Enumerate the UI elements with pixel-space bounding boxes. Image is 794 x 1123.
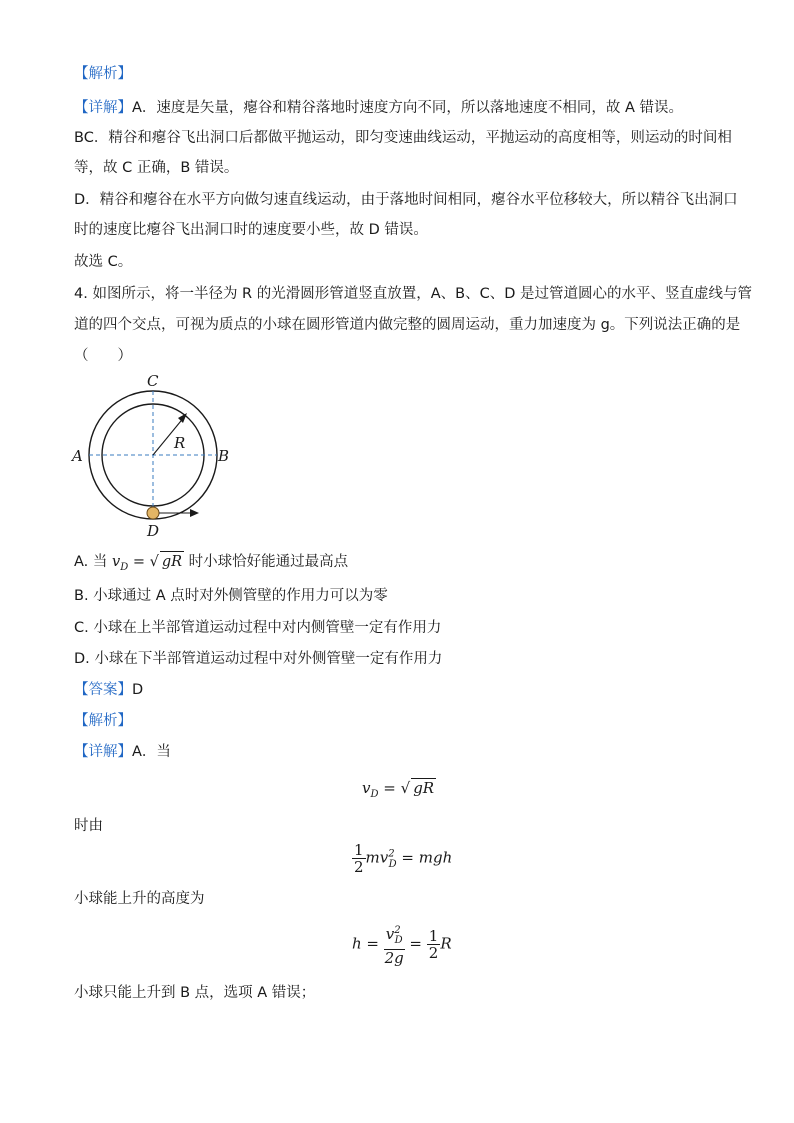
analysis-tag: 【解析】 bbox=[74, 66, 132, 82]
label-d: D bbox=[147, 522, 160, 540]
choose-line: 故选 C。 bbox=[74, 254, 133, 270]
eq3-mid: = bbox=[404, 934, 427, 953]
answer-tag: 【答案】 bbox=[74, 682, 132, 698]
detail-line-d-2: 时的速度比瘪谷飞出洞口时的速度要小些，故 D 错误。 bbox=[74, 222, 428, 238]
when-text: 时由 bbox=[74, 818, 103, 834]
rise-text: 小球能上升的高度为 bbox=[74, 891, 205, 907]
question-stem-2: 道的四个交点，可视为质点的小球在圆形管道内做完整的圆周运动，重力加速度为 g。下列说法正确的是 bbox=[74, 317, 741, 333]
label-r: R bbox=[174, 434, 186, 452]
label-c: C bbox=[147, 372, 159, 390]
eq2-den: 2 bbox=[354, 858, 364, 876]
ball bbox=[147, 507, 159, 519]
option-b[interactable]: B. 小球通过 A 点时对外侧管壁的作用力可以为零 bbox=[74, 588, 388, 604]
detail-line-bc-2: 等，故 C 正确，B 错误。 bbox=[74, 160, 239, 176]
eq3-num-v: v bbox=[385, 925, 395, 943]
eq2-body: mv bbox=[365, 848, 389, 867]
answer-analysis-heading bbox=[74, 711, 132, 731]
eq3-num-sup: 2 bbox=[394, 925, 401, 936]
option-a-suffix: 时小球恰好能通过最高点 bbox=[188, 554, 349, 570]
eq1-v: v bbox=[362, 779, 371, 797]
eq3-num-sub: D bbox=[394, 935, 403, 946]
option-a-v: v bbox=[112, 554, 121, 570]
radius-arrowhead bbox=[178, 413, 187, 423]
eq2-sub: D bbox=[388, 858, 397, 870]
option-a[interactable] bbox=[74, 551, 348, 578]
conclusion-text: 小球只能上升到 B 点，选项 A 错误； bbox=[74, 985, 316, 1001]
option-a-sub: D bbox=[120, 561, 129, 573]
answer-analysis-tag: 【解析】 bbox=[74, 713, 132, 729]
answer-line bbox=[74, 680, 143, 700]
eq2-fraction bbox=[352, 842, 366, 875]
question-stem-1: 4. 如图所示，将一半径为 R 的光滑圆形管道竖直放置，A、B、C、D 是过管道圆心的水平、竖直虚线与管 bbox=[74, 286, 752, 302]
analysis-heading bbox=[74, 64, 132, 84]
option-a-prefix: A. 当 bbox=[74, 554, 108, 570]
eq1-mid: = bbox=[378, 779, 401, 797]
eq2-num: 1 bbox=[354, 841, 364, 859]
eq3-r: R bbox=[440, 934, 452, 953]
detail-tag: 【详解】 bbox=[74, 100, 132, 116]
option-a-eq: = bbox=[128, 554, 150, 570]
eq1-root-sign: √ bbox=[400, 779, 411, 797]
eq3-fraction-1 bbox=[384, 923, 405, 966]
eq1-sub: D bbox=[370, 789, 379, 800]
detail-line-a bbox=[74, 98, 683, 118]
answer-detail-tag: 【详解】 bbox=[74, 744, 132, 760]
detail-line-bc-1: BC．精谷和瘪谷飞出洞口后都做平抛运动，即匀变速曲线运动，平抛运动的高度相等，则运动的时间相 bbox=[74, 130, 732, 146]
eq1-root: gR bbox=[413, 779, 435, 797]
detail-text-a: A．速度是矢量，瘪谷和精谷落地时速度方向不同，所以落地速度不相同，故 A 错误。 bbox=[132, 100, 684, 116]
eq3-den2: 2 bbox=[428, 944, 439, 962]
option-a-root: gR bbox=[160, 551, 184, 572]
answer-detail-text: A．当 bbox=[132, 744, 171, 760]
option-c[interactable]: C. 小球在上半部管道运动过程中对内侧管壁一定有作用力 bbox=[74, 620, 442, 636]
eq3-fraction-2 bbox=[427, 928, 441, 961]
question-stem-3: （ ） bbox=[74, 348, 132, 364]
equation-2 bbox=[352, 842, 452, 875]
eq3-lhs: h = bbox=[352, 934, 384, 953]
eq3-den: 2g bbox=[384, 949, 404, 967]
pipe-diagram bbox=[66, 368, 246, 540]
label-a: A bbox=[72, 447, 83, 465]
eq2-sup: 2 bbox=[388, 848, 395, 860]
velocity-arrowhead bbox=[190, 509, 199, 517]
equation-3 bbox=[352, 923, 452, 966]
eq3-num bbox=[384, 923, 405, 950]
eq3-num2: 1 bbox=[428, 927, 439, 945]
answer-detail-line bbox=[74, 742, 171, 762]
answer-value: D bbox=[132, 682, 144, 698]
option-a-root-sign: √ bbox=[149, 554, 159, 570]
option-d[interactable]: D. 小球在下半部管道运动过程中对外侧管壁一定有作用力 bbox=[74, 651, 443, 667]
eq2-rhs: = mgh bbox=[396, 848, 453, 867]
equation-1 bbox=[362, 778, 436, 800]
label-b: B bbox=[218, 447, 230, 465]
detail-line-d-1: D．精谷和瘪谷在水平方向做匀速直线运动，由于落地时间相同，瘪谷水平位移较大，所以精谷飞出洞口 bbox=[74, 192, 738, 208]
